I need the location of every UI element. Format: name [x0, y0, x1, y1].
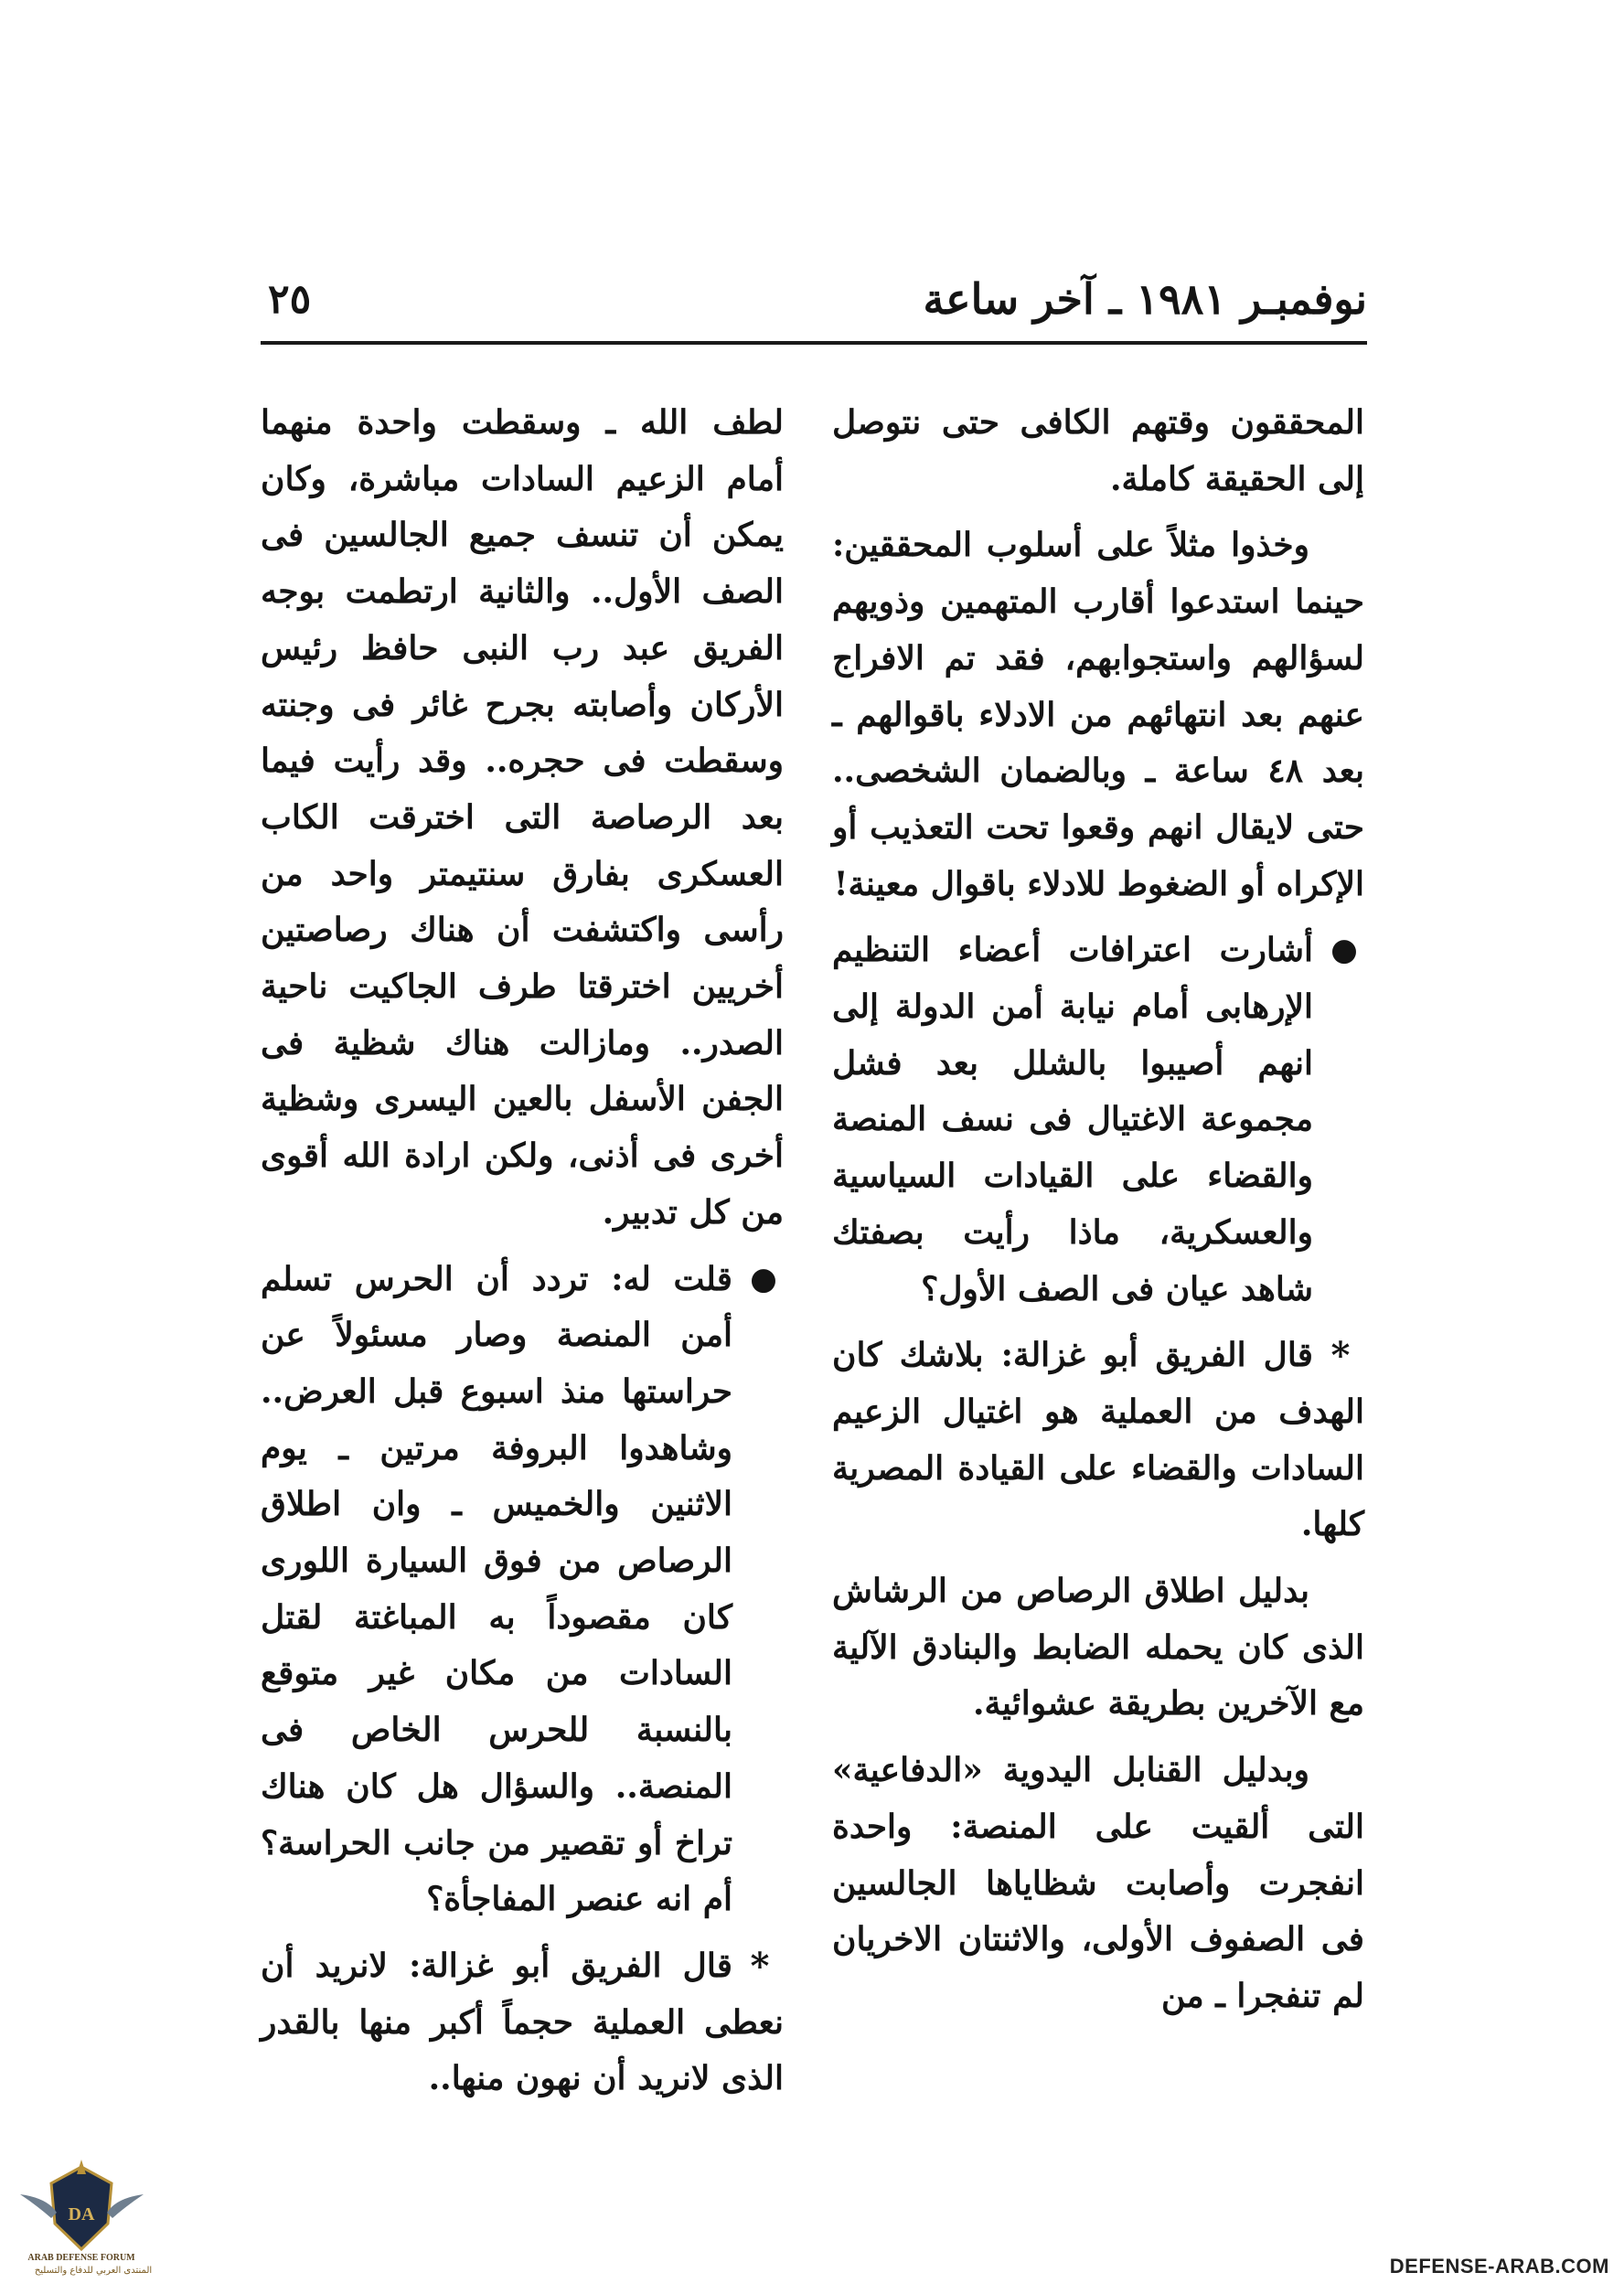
paragraph: وخذوا مثلاً على أسلوب المحققين: حينما استدعوا أقارب المتهمين وذويهم لسؤالهم واستجوابهم، فقد تم الافراج عنهم بعد انتهائهم من الادلاء باقوالهم ـ بعد ٤٨ ساعة ـ وبالضمان الشخصى.. حتى لايقال انهم وقعوا تحت التعذيب أو الإكراه أو الضغوط للادلاء باقوال معينة!	[832, 526, 1364, 903]
page-number: ٢٥	[268, 276, 312, 323]
paragraph: المحققون وقتهم الكافى حتى نتوصل إلى الحقيقة كاملة.	[832, 403, 1364, 498]
answer-text: قال الفريق أبو غزالة: بلاشك كان الهدف من العملية هو اغتيال الزعيم السادات والقضاء على القيادة المصرية كلها.	[832, 1336, 1364, 1544]
page-header	[261, 274, 1367, 347]
bullet-icon: ●	[1330, 932, 1358, 969]
site-watermark: DEFENSE-ARAB.COM	[1389, 2255, 1609, 2278]
left-column	[261, 395, 784, 2118]
paragraph: بدليل اطلاق الرصاص من الرشاش الذى كان يحمله الضابط والبنادق الآلية مع الآخرين بطريقة عشوائية.	[832, 1572, 1364, 1723]
logo-arabic-caption: المنتدى العربي للدفاع والتسليح	[34, 2266, 153, 2276]
paragraph: وبدليل القنابل اليدوية «الدفاعية» التى ألقيت على المنصة: واحدة انفجرت وأصابت شظاياها الجالسين فى الصفوف الأولى، والاثنتان الاخريان لم تنفجرا ـ من	[832, 1751, 1364, 2015]
answer-paragraph	[832, 1328, 1364, 1553]
question-paragraph	[261, 1252, 784, 1928]
question-paragraph	[832, 923, 1364, 1318]
bullet-icon: ●	[750, 1260, 777, 1297]
asterisk-icon: *	[1330, 1334, 1351, 1378]
header-rule	[261, 341, 1367, 345]
asterisk-icon: *	[750, 1944, 770, 1988]
question-text: قلت له: تردد أن الحرس تسلم أمن المنصة وصار مسئولاً عن حراستها منذ اسبوع قبل العرض.. وشاهدوا البروفة مرتين ـ يوم الاثنين والخميس ـ وان اطلاق الرصاص من فوق السيارة اللورى كان مقصوداً به المباغتة لقتل السادات من مكان غير متوقع بالنسبة للحرس الخاص فى المنصة.. والسؤال هل كان هناك تراخ أو تقصير من جانب الحراسة؟ أم انه عنصر المفاجأة؟	[261, 1259, 732, 1919]
running-title: نوفمبـر ١٩٨١ ـ آخر ساعة	[923, 274, 1367, 324]
answer-paragraph	[261, 1938, 784, 2107]
logo-monogram: DA	[68, 2204, 95, 2224]
question-text: أشارت اعترافات أعضاء التنظيم الإرهابى أمام نيابة أمن الدولة إلى انهم أصيبوا بالشلل بعد فشل مجموعة الاغتيال فى نسف المنصة والقضاء على القيادات السياسية والعسكرية، ماذا رأيت بصفتك شاهد عيان فى الصف الأول؟	[832, 931, 1313, 1308]
forum-logo	[20, 2158, 153, 2278]
paragraph: لطف الله ـ وسقطت واحدة منهما أمام الزعيم السادات مباشرة، وكان يمكن أن تنسف جميع الجالسين فى الصف الأول.. والثانية ارتطمت بوجه الفريق عبد رب النبى حافظ رئيس الأركان وأصابته بجرح غائر فى وجنته وسقطت فى حجره.. وقد رأيت فيما بعد الرصاصة التى اخترقت الكاب العسكرى بفارق سنتيمتر واحد من رأسى واكتشفت أن هناك رصاصتين أخريين اخترقتا طرف الجاكيت ناحية الصدر.. ومازالت هناك شظية فى الجفن الأسفل بالعين اليسرى وشظية أخرى فى أذنى، ولكن ارادة الله أقوى من كل تدبير.	[261, 403, 784, 1232]
right-column	[832, 395, 1364, 2035]
eagle-shield-icon	[20, 2158, 144, 2266]
answer-text: قال الفريق أبو غزالة: لانريد أن نعطى العملية حجماً أكبر منها بالقدر الذى لانريد أن نهون منها..	[261, 1946, 784, 2098]
logo-name: ARAB DEFENSE FORUM	[27, 2253, 135, 2263]
